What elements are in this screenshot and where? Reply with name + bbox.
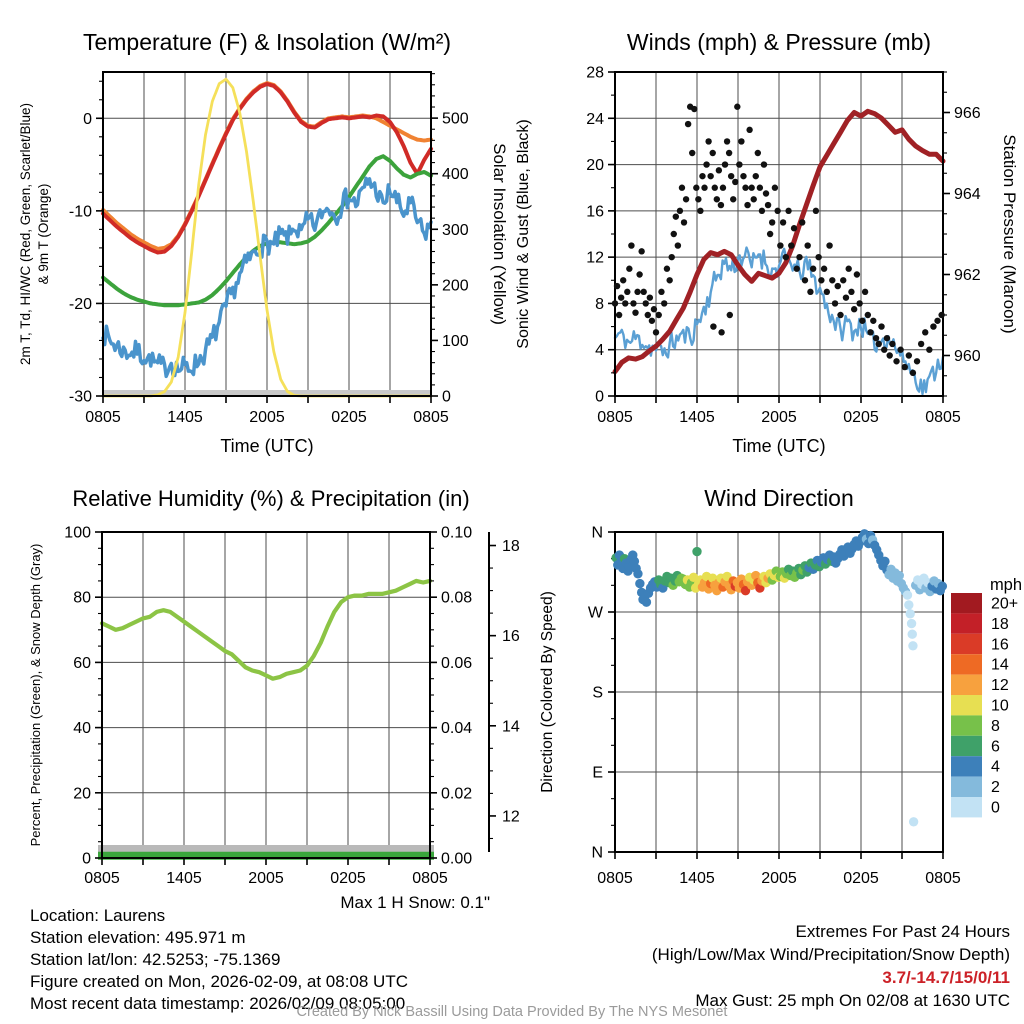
chart-title-humidity: Relative Humidity (%) & Precipitation (in): [72, 486, 470, 511]
elevation-line: Station elevation: 495.971 m: [30, 928, 246, 947]
svg-text:2005: 2005: [761, 870, 797, 887]
svg-text:W: W: [587, 604, 603, 622]
svg-text:40: 40: [73, 720, 91, 738]
svg-text:0.00: 0.00: [441, 850, 473, 868]
svg-text:1405: 1405: [166, 870, 202, 887]
extremes-block: [652, 920, 1010, 1012]
y-axis-label-left: Sonic Wind & Gust (Blue, Black): [515, 119, 532, 349]
svg-text:20: 20: [586, 157, 604, 175]
y-axis-label-right: Station Pressure (Maroon): [1000, 134, 1019, 334]
svg-text:0.02: 0.02: [441, 785, 473, 803]
max-gust-line: Max Gust: 25 mph On 02/08 at 1630 UTC: [695, 991, 1010, 1010]
svg-text:964: 964: [954, 186, 981, 203]
svg-text:0805: 0805: [925, 870, 961, 887]
svg-text:0805: 0805: [925, 409, 961, 426]
svg-text:24: 24: [586, 110, 604, 128]
svg-text:8: 8: [595, 295, 604, 313]
svg-text:2005: 2005: [249, 409, 285, 426]
svg-text:0: 0: [595, 388, 604, 406]
temperature-insolation-chart: [18, 29, 509, 456]
y-axis-label-left: Direction (Colored By Speed): [539, 591, 556, 793]
figure-created-line: Figure created on Mon, 2026-02-09, at 08:08 UTC: [30, 972, 408, 991]
svg-text:0.10: 0.10: [441, 524, 473, 542]
svg-text:4: 4: [595, 342, 604, 360]
svg-text:1405: 1405: [167, 409, 203, 426]
svg-text:E: E: [592, 764, 603, 782]
svg-text:300: 300: [442, 221, 469, 239]
svg-text:0205: 0205: [843, 870, 879, 887]
svg-text:16: 16: [586, 203, 604, 221]
svg-text:100: 100: [442, 332, 469, 350]
svg-text:S: S: [592, 684, 603, 702]
station-info-block: [30, 905, 408, 1015]
svg-text:966: 966: [954, 105, 981, 122]
svg-text:0: 0: [442, 388, 451, 406]
y-axis-label-left: Percent, Precipitation (Green), & Snow Depth (Gray): [28, 543, 43, 847]
svg-text:14: 14: [502, 718, 520, 736]
chart-title-temp: Temperature (F) & Insolation (W/m²): [82, 29, 452, 55]
svg-text:0.06: 0.06: [441, 654, 473, 672]
max-snow-note: Max 1 H Snow: 0.1": [340, 893, 490, 912]
svg-text:0805: 0805: [84, 870, 120, 887]
data-timestamp-line: Most recent data timestamp: 2026/02/09 08:05:00: [30, 994, 406, 1013]
svg-text:-30: -30: [68, 388, 92, 406]
svg-text:2005: 2005: [761, 409, 797, 426]
humidity-precip-chart: [28, 486, 472, 887]
extremes-values: 3.7/-14.7/15/0/11: [882, 968, 1010, 987]
extremes-subtitle: (High/Low/Max Wind/Precipitation/Snow Depth): [651, 945, 1010, 964]
svg-text:500: 500: [442, 110, 469, 128]
svg-text:0.08: 0.08: [441, 589, 473, 607]
svg-text:0205: 0205: [843, 409, 879, 426]
svg-text:-20: -20: [68, 295, 92, 313]
svg-text:N: N: [591, 844, 603, 862]
svg-text:0805: 0805: [597, 409, 633, 426]
svg-text:20+: 20+: [991, 595, 1019, 613]
latlon-line: Station lat/lon: 42.5253; -75.1369: [30, 950, 281, 969]
svg-text:20: 20: [73, 785, 91, 803]
speed-legend: [951, 576, 1022, 817]
svg-text:N: N: [591, 524, 603, 542]
svg-text:0805: 0805: [412, 870, 448, 887]
location-line: Location: Laurens: [30, 906, 166, 925]
svg-text:0805: 0805: [85, 409, 121, 426]
svg-text:4: 4: [991, 758, 1000, 776]
wind-pressure-chart: [515, 29, 1019, 456]
y-axis-label-left-line2: & 9m T (Orange): [36, 183, 51, 285]
svg-text:6: 6: [991, 738, 1000, 756]
svg-text:80: 80: [73, 589, 91, 607]
chart-title-wind-direction: Wind Direction: [704, 485, 854, 511]
svg-text:8: 8: [991, 717, 1000, 735]
svg-text:14: 14: [991, 656, 1009, 674]
svg-text:962: 962: [954, 267, 981, 284]
svg-text:18: 18: [991, 615, 1009, 633]
svg-text:200: 200: [442, 277, 469, 295]
svg-text:60: 60: [73, 654, 91, 672]
svg-text:0: 0: [991, 799, 1000, 817]
svg-text:0.04: 0.04: [441, 720, 473, 738]
svg-text:10: 10: [991, 697, 1009, 715]
svg-text:0205: 0205: [330, 870, 366, 887]
x-axis-label: Time (UTC): [732, 436, 826, 456]
svg-text:2005: 2005: [248, 870, 284, 887]
credit-line: Created By Nick Bassill Using Data Provided By The NYS Mesonet: [296, 1004, 728, 1020]
svg-text:2: 2: [991, 779, 1000, 797]
gust-scatter: [612, 104, 945, 377]
svg-text:1405: 1405: [679, 409, 715, 426]
svg-text:0: 0: [83, 110, 92, 128]
svg-text:12: 12: [502, 808, 520, 826]
snow-depth-axis: [489, 532, 520, 852]
svg-text:12: 12: [991, 677, 1009, 695]
svg-text:0: 0: [82, 850, 91, 868]
extremes-title: Extremes For Past 24 Hours: [795, 922, 1010, 941]
svg-text:100: 100: [64, 524, 91, 542]
svg-text:0805: 0805: [413, 409, 449, 426]
svg-text:1405: 1405: [679, 870, 715, 887]
svg-text:0205: 0205: [331, 409, 367, 426]
svg-text:12: 12: [586, 249, 604, 267]
wind-direction-chart: [539, 485, 961, 887]
svg-text:400: 400: [442, 166, 469, 184]
svg-text:0805: 0805: [597, 870, 633, 887]
x-axis-label: Time (UTC): [220, 436, 314, 456]
svg-text:960: 960: [954, 348, 981, 365]
chart-title-wind-pressure: Winds (mph) & Pressure (mb): [626, 29, 932, 55]
svg-text:18: 18: [502, 538, 520, 556]
svg-text:16: 16: [502, 628, 520, 646]
svg-text:-10: -10: [68, 203, 92, 221]
legend-title: mph: [989, 576, 1023, 594]
svg-text:28: 28: [586, 64, 604, 82]
svg-text:16: 16: [991, 636, 1009, 654]
y-axis-label-right: Solar Insolation (Yellow): [490, 143, 509, 325]
y-axis-label-left-line1: 2m T, Td, HI/WC (Red, Green, Scarlet/Blue): [18, 102, 33, 366]
